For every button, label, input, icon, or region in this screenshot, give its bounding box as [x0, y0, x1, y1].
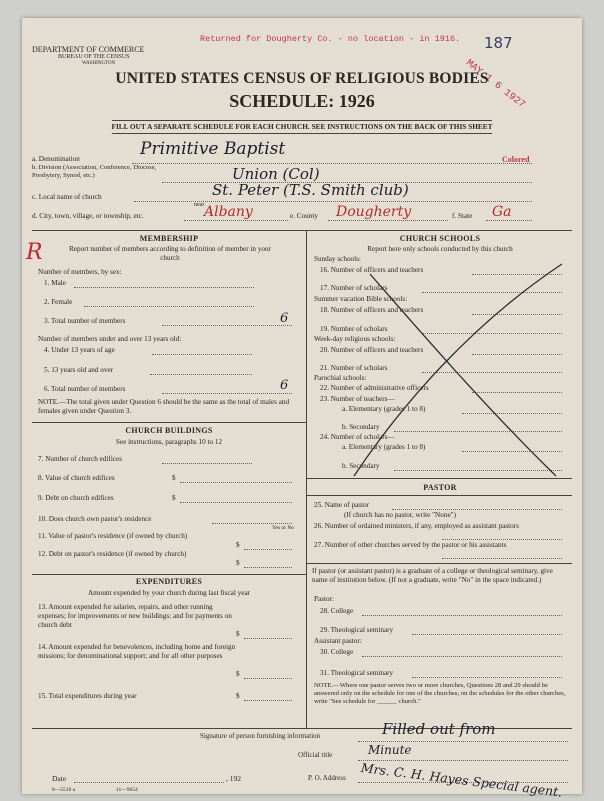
schools-subtitle: Report here only schools conducted by this church — [367, 245, 513, 253]
q9-dollar: $ — [172, 494, 176, 502]
schools-title: CHURCH SCHOOLS — [399, 234, 481, 243]
q6-value: 6 — [280, 378, 289, 393]
q26-label: 26. Number of ordained ministers, if any, employed as assistant pastors — [314, 522, 519, 530]
membership-title: MEMBERSHIP — [139, 234, 199, 243]
date-label: Date — [52, 774, 67, 783]
q20-label: 20. Number of officers and teachers — [320, 346, 424, 354]
county-value: Dougherty — [336, 204, 412, 220]
parochial-label: Parochial schools: — [314, 374, 367, 382]
q28-label: 28. College — [320, 607, 354, 615]
schools-cross-out-mark — [342, 254, 572, 482]
returned-stamp: Returned for Dougherty Co. - no location - in 1916. — [200, 34, 461, 44]
q2-label: 2. Female — [44, 298, 73, 306]
q24a-label: a. Elementary (grades 1 to 8) — [342, 443, 426, 451]
q9-label: 9. Debt on church edifices — [38, 494, 114, 502]
members-by-sex-label: Number of members, by sex: — [38, 268, 122, 276]
near-label: near — [194, 202, 205, 208]
church-name-label: c. Local name of church — [32, 193, 102, 201]
signature-label: Signature of person furnishing information — [200, 732, 321, 740]
membership-subtitle: Report number of members according to definition of member in your church — [69, 245, 271, 262]
division-value: Union (Col) — [232, 165, 320, 183]
q8-dollar: $ — [172, 474, 176, 482]
division-label: b. Division (Association, Conference, Diocese, Presbytery, Synod, etc.) — [32, 164, 157, 179]
form-number: 8—5518 a — [52, 787, 76, 793]
form-number-stamp: 187 — [484, 34, 513, 52]
q23b-label: b. Secondary — [342, 423, 380, 431]
yes-no-hint: Yes or No — [272, 525, 295, 531]
q14-label: 14. Amount expended for benevolences, including home and foreign missions; for denominational support; and for all other purposes — [38, 643, 236, 660]
schedule-title: SCHEDULE: 1926 — [229, 91, 375, 111]
buildings-title: CHURCH BUILDINGS — [125, 426, 213, 435]
census-schedule-sheet — [22, 18, 582, 800]
date-year: , 192 — [226, 774, 241, 783]
po-address-label: P. O. Address — [308, 774, 346, 782]
county-label: e. County — [290, 212, 318, 220]
college-intro: If pastor (or assistant pastor) is a graduate of a college or theological seminary, give name of institution below. (If not a graduate, write "No" in the space indicated.) — [312, 567, 553, 584]
pastor-label: Pastor: — [314, 595, 334, 603]
age-intro-label: Number of members under and over 13 years old: — [38, 335, 182, 343]
q29-label: 29. Theological seminary — [320, 626, 394, 634]
state-label: f. State — [452, 212, 473, 220]
q3-value: 6 — [280, 311, 289, 326]
r-mark: R — [26, 240, 43, 265]
q4-label: 4. Under 13 years of age — [44, 346, 115, 354]
q6-label: 6. Total number of members — [44, 385, 126, 393]
state-value: Ga — [492, 204, 512, 220]
q23a-label: a. Elementary (grades 1 to 8) — [342, 405, 426, 413]
date-received-stamp: MAY 1 6 1927 — [463, 58, 527, 112]
q10-label: 10. Does church own pastor's residence — [38, 515, 152, 523]
city-value: Albany — [204, 204, 253, 220]
q5-label: 5. 13 years old and over — [44, 366, 114, 374]
department-label: DEPARTMENT OF COMMERCE — [32, 45, 145, 54]
q21-label: 21. Number of scholars — [320, 364, 388, 372]
q24-label: 24. Number of scholars— — [320, 433, 395, 441]
q24b-label: b. Secondary — [342, 462, 380, 470]
page-title: UNITED STATES CENSUS OF RELIGIOUS BODIES — [115, 70, 489, 87]
buildings-subtitle: See instructions, paragraphs 10 to 12 — [115, 438, 223, 446]
q23-label: 23. Number of teachers— — [320, 395, 395, 403]
official-title-label: Official title — [298, 751, 333, 759]
q17-label: 17. Number of scholars — [320, 284, 388, 292]
q14-dollar: $ — [236, 670, 240, 678]
expenditures-subtitle: Amount expended by your church during last fiscal year — [87, 589, 251, 597]
q16-label: 16. Number of officers and teachers — [320, 266, 424, 274]
denomination-label: a. Denomination — [32, 155, 80, 163]
pastor-note: NOTE.—Where one pastor serves two or more churches, Questions 28 and 29 should be answered only on the schedule for one of the churches; on the schedules for the other churches, write "See schedule for ______ church." — [314, 682, 566, 705]
sunday-label: Sunday schools: — [314, 255, 361, 263]
q11-dollar: $ — [236, 541, 240, 549]
colored-stamp: Colored — [502, 155, 530, 164]
q12-dollar: $ — [236, 559, 240, 567]
q15-dollar: $ — [236, 692, 240, 700]
city-label: WASHINGTON — [82, 61, 116, 66]
assistant-label: Assistant pastor: — [314, 637, 362, 645]
q30-label: 30. College — [320, 648, 354, 656]
q27-label: 27. Number of other churches served by the pastor or his assistants — [314, 541, 507, 549]
q12-label: 12. Debt on pastor's residence (if owned by church) — [38, 550, 187, 558]
membership-note: NOTE.—The total given under Question 6 should be the same as the total of males and females given under Question 3. — [38, 398, 290, 415]
q11-label: 11. Value of pastor's residence (if owned by church) — [38, 532, 188, 540]
q18-label: 18. Number of officers and teachers — [320, 306, 424, 314]
print-code: 11—9654 — [116, 787, 138, 793]
q8-label: 8. Value of church edifices — [38, 474, 115, 482]
denomination-value: Primitive Baptist — [140, 139, 286, 159]
q25-note: (If church has no pastor, write "None") — [344, 511, 456, 519]
church-name-value: St. Peter (T.S. Smith club) — [212, 181, 409, 199]
pastor-title: PASTOR — [423, 483, 457, 492]
weekday-label: Week-day religious schools: — [314, 335, 396, 343]
q13-label: 13. Amount expended for salaries, repairs, and other running expenses; for improvements or new buildings; and for payments on church debt — [38, 603, 232, 629]
q31-label: 31. Theological seminary — [320, 669, 394, 677]
q7-label: 7. Number of church edifices — [38, 455, 123, 463]
expenditures-title: EXPENDITURES — [135, 577, 203, 586]
q19-label: 19. Number of scholars — [320, 325, 388, 333]
q15-label: 15. Total expenditures during year — [38, 692, 137, 700]
po-address-value: Mrs. C. H. Hayes Special agent. — [360, 760, 564, 800]
bureau-label: BUREAU OF THE CENSUS — [58, 54, 130, 60]
q25-label: 25. Name of pastor — [314, 501, 370, 509]
q22-label: 22. Number of administrative officers — [320, 384, 429, 392]
instruction-line: FILL OUT A SEPARATE SCHEDULE FOR EACH CHURCH. SEE INSTRUCTIONS ON THE BACK OF THIS SHEET — [111, 122, 493, 131]
q3-label: 3. Total number of members — [44, 317, 126, 325]
q1-label: 1. Male — [44, 279, 66, 287]
city-label-field: d. City, town, village, or township, etc. — [32, 212, 144, 220]
summer-label: Summer vacation Bible schools: — [314, 295, 408, 303]
official-title-value: Minute — [368, 743, 412, 757]
signature-value: Filled out from — [382, 720, 496, 738]
q13-dollar: $ — [236, 630, 240, 638]
